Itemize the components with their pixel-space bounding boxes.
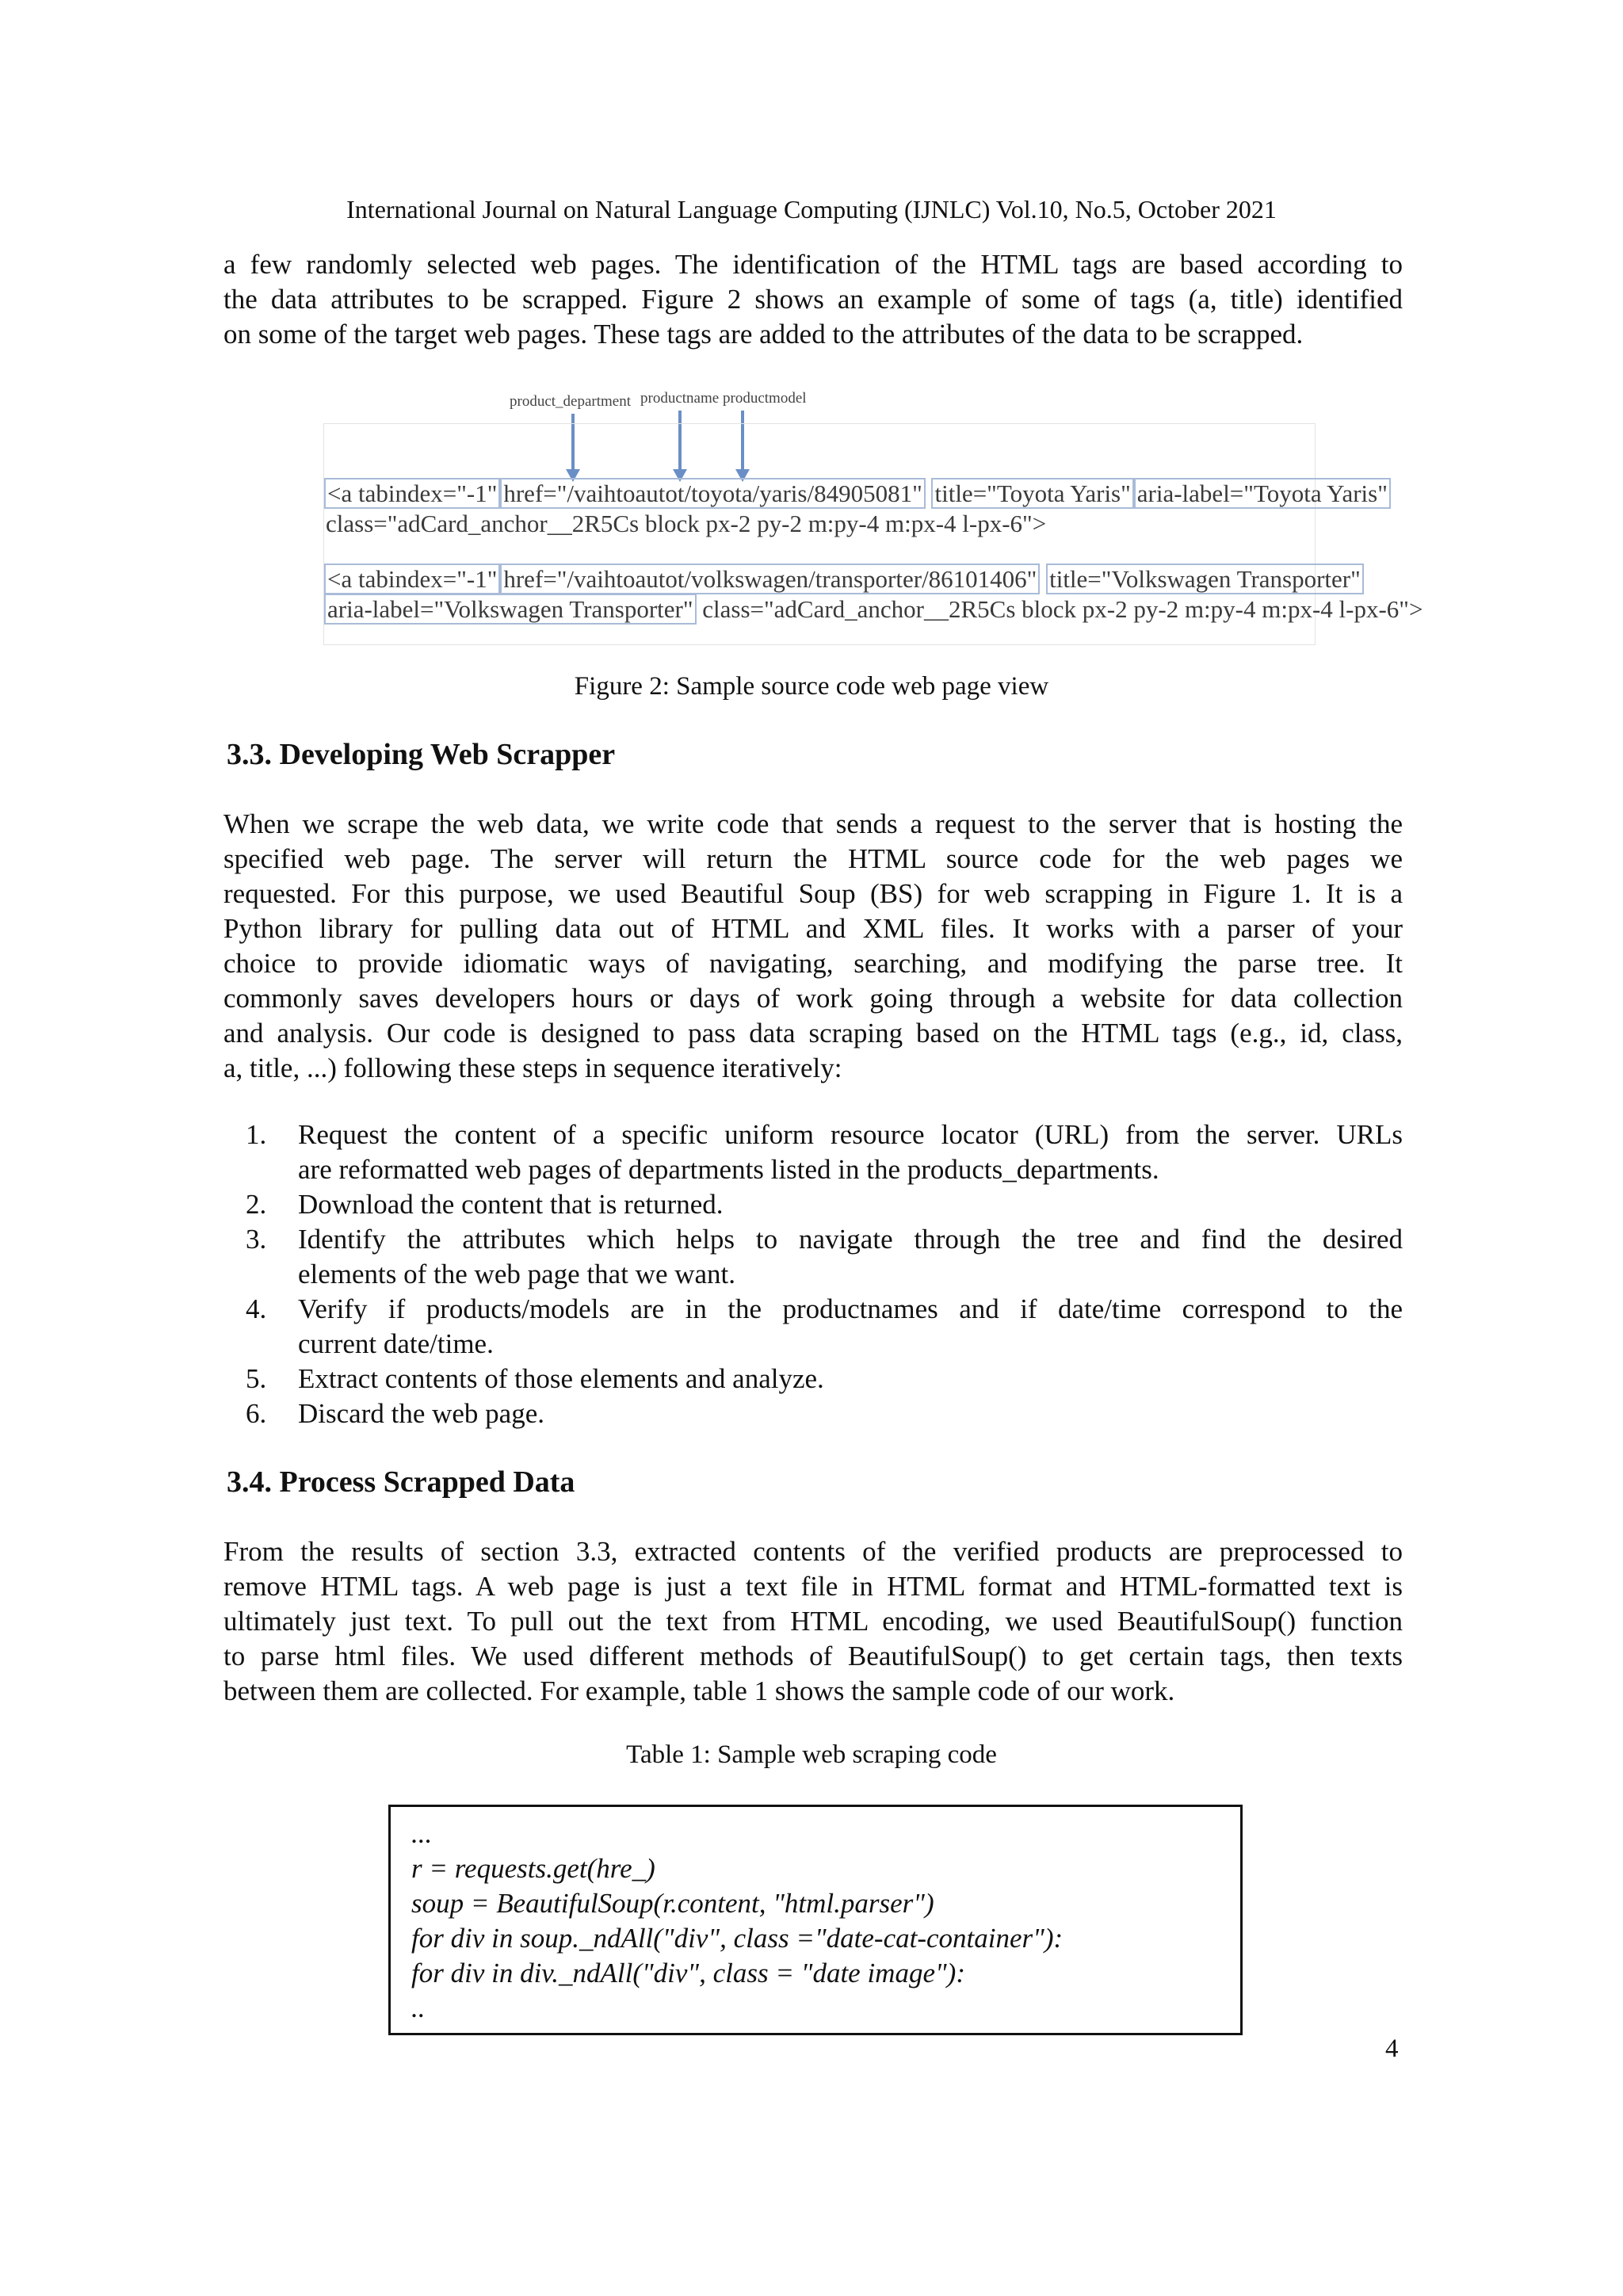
- paragraph-line: to parse html files. We used different methods of BeautifulSoup() to get certain tags, then texts: [223, 1641, 1403, 1671]
- list-number: 5.: [246, 1363, 267, 1394]
- tag-box: <a tabindex="-1": [324, 563, 500, 594]
- intro-paragraph: [223, 247, 1403, 352]
- list-item-line: Download the content that is returned.: [298, 1189, 724, 1220]
- list-number: 2.: [246, 1189, 267, 1220]
- paragraph-line: From the results of section 3.3, extracted contents of the verified products are preprocessed to: [223, 1536, 1403, 1567]
- paragraph-line: ultimately just text. To pull out the text from HTML encoding, we used BeautifulSoup() function: [223, 1606, 1403, 1637]
- section-3-3-paragraph: [223, 807, 1403, 1086]
- paragraph-line: between them are collected. For example, table 1 shows the sample code of our work.: [223, 1675, 1175, 1706]
- paragraph-line: on some of the target web pages. These tags are added to the attributes of the data to be scrapped.: [223, 319, 1304, 350]
- paragraph-line: a, title, ...) following these steps in sequence iteratively:: [223, 1052, 842, 1083]
- list-item-line: elements of the web page that we want.: [298, 1259, 736, 1289]
- tag-box: aria-label="Volkswagen Transporter": [324, 594, 697, 625]
- list-number: 1.: [246, 1119, 267, 1150]
- code-line: ..: [411, 1992, 426, 2023]
- paragraph-line: specified web page. The server will return the HTML source code for the web pages we: [223, 843, 1403, 874]
- code-block: [411, 1817, 1063, 2026]
- paragraph-line: commonly saves developers hours or days of work going through a website for data collection: [223, 983, 1403, 1014]
- list-item-line: current date/time.: [298, 1328, 494, 1359]
- table-caption: Table 1: Sample web scraping code: [626, 1740, 997, 1769]
- list-item: [246, 1222, 1403, 1292]
- list-item: [246, 1117, 1403, 1187]
- figure-code-line: [324, 479, 1391, 508]
- figure-label-product-department: product_department: [510, 393, 632, 410]
- list-item-line: Identify the attributes which helps to navigate through the tree and find the desired: [298, 1224, 1403, 1255]
- figure-code-line: [324, 595, 1423, 624]
- tag-box: title="Toyota Yaris": [931, 478, 1133, 509]
- page-number: 4: [1385, 2034, 1399, 2063]
- paragraph-line: remove HTML tags. A web page is just a text file in HTML format and HTML-formatted text is: [223, 1571, 1403, 1602]
- running-header: International Journal on Natural Language Computing (IJNLC) Vol.10, No.5, October 2021: [346, 195, 1277, 223]
- list-number: 6.: [246, 1398, 267, 1429]
- figure-code-line: class="adCard_anchor__2R5Cs block px-2 py-2 m:py-4 m:px-4 l-px-6">: [326, 510, 1047, 537]
- list-item-line: Verify if products/models are in the productnames and if date/time correspond to the: [298, 1293, 1403, 1324]
- tag-box: href="/vaihtoautot/toyota/yaris/84905081": [500, 478, 925, 509]
- code-box: [388, 1805, 1243, 2035]
- list-item-line: Discard the web page.: [298, 1398, 544, 1429]
- code-line: for div in div._ndAll("div", class = "date image"):: [411, 1958, 965, 1988]
- list-number: 4.: [246, 1293, 267, 1324]
- figure-label-productname: productname: [640, 390, 720, 407]
- paragraph-line: a few randomly selected web pages. The identification of the HTML tags are based according to: [223, 249, 1403, 280]
- figure-source-code: [323, 423, 1423, 645]
- paragraph-line: and analysis. Our code is designed to pass data scraping based on the HTML tags (e.g., id, class,: [223, 1018, 1403, 1049]
- tag-text: class="adCard_anchor__2R5Cs block px-2 py-2 m:py-4 m:px-4 l-px-6">: [702, 595, 1423, 623]
- steps-list: [246, 1117, 1403, 1431]
- figure-label-productmodel: productmodel: [723, 390, 807, 407]
- list-item: [246, 1292, 1403, 1362]
- tag-box: title="Volkswagen Transporter": [1046, 563, 1364, 594]
- list-item: [246, 1396, 1403, 1431]
- code-line: r = requests.get(hre_): [411, 1853, 655, 1884]
- list-number: 3.: [246, 1224, 267, 1255]
- list-item-line: Request the content of a specific uniform resource locator (URL) from the server. URLs: [298, 1119, 1403, 1150]
- tag-box: <a tabindex="-1": [324, 478, 500, 509]
- paragraph-line: choice to provide idiomatic ways of navigating, searching, and modifying the parse tree. It: [223, 948, 1403, 979]
- tag-box: aria-label="Toyota Yaris": [1134, 478, 1391, 509]
- section-3-4-paragraph: [223, 1534, 1403, 1709]
- paragraph-line: Python library for pulling data out of HTML and XML files. It works with a parser of your: [223, 913, 1403, 944]
- code-line: ...: [411, 1818, 433, 1849]
- section-heading-3-4: 3.4. Process Scrapped Data: [227, 1465, 575, 1499]
- tag-box: href="/vaihtoautot/volkswagen/transporter/86101406": [500, 563, 1040, 594]
- list-item-line: Extract contents of those elements and analyze.: [298, 1363, 824, 1394]
- section-heading-3-3: 3.3. Developing Web Scrapper: [227, 738, 616, 771]
- code-line: for div in soup._ndAll("div", class ="date-cat-container"):: [411, 1923, 1064, 1954]
- paragraph-line: When we scrape the web data, we write code that sends a request to the server that is hosting the: [223, 808, 1403, 839]
- figure-code-line: [324, 565, 1364, 594]
- code-line: soup = BeautifulSoup(r.content, "html.parser"): [411, 1888, 934, 1919]
- paragraph-line: the data attributes to be scrapped. Figure 2 shows an example of some of tags (a, title) identified: [223, 284, 1403, 315]
- list-item-line: are reformatted web pages of departments listed in the products_departments.: [298, 1154, 1159, 1185]
- figure-caption: Figure 2: Sample source code web page view: [574, 672, 1049, 701]
- list-item: [246, 1187, 1403, 1222]
- list-item: [246, 1362, 1403, 1396]
- paragraph-line: requested. For this purpose, we used Beautiful Soup (BS) for web scrapping in Figure 1. It is a: [223, 878, 1403, 909]
